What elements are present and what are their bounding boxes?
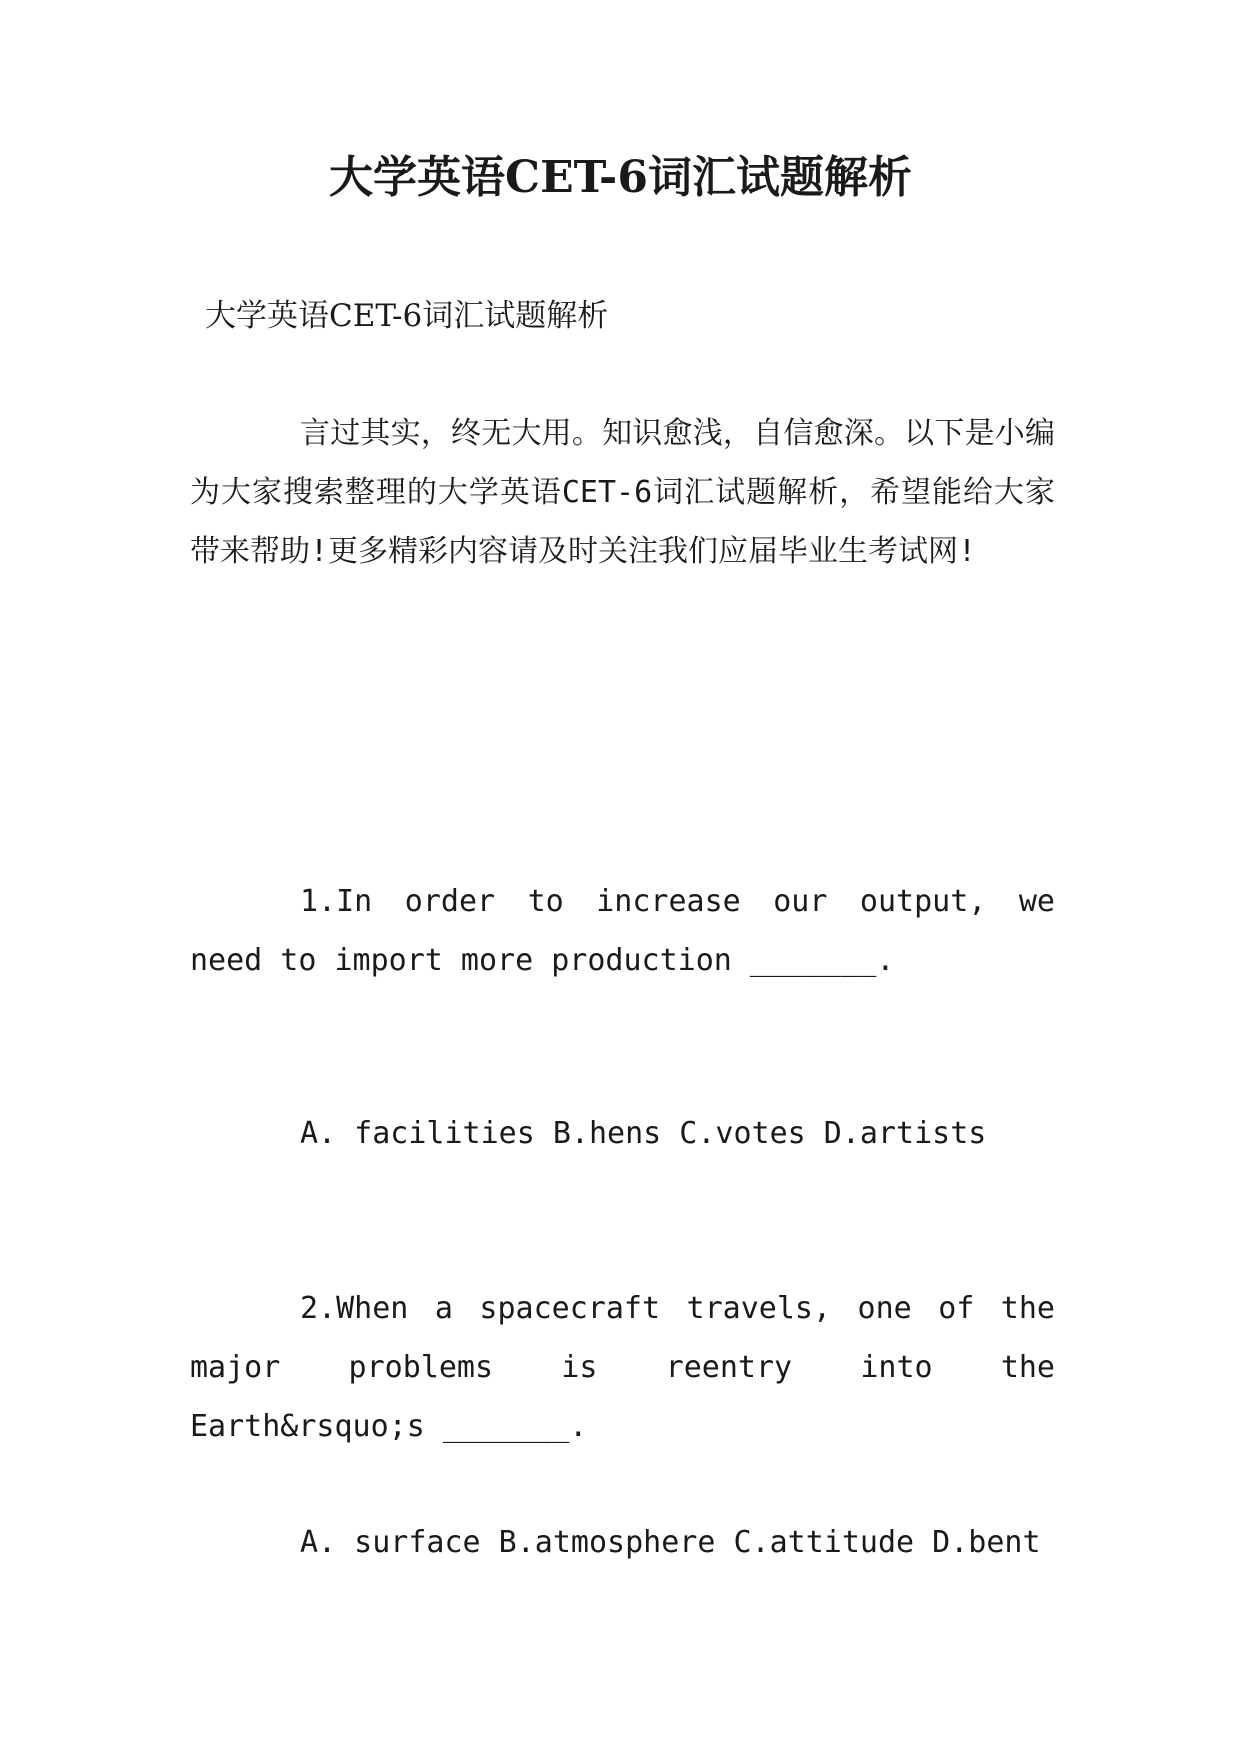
- question-1-stem: 1.In order to increase our output, we need to import more production _______.: [190, 884, 1055, 978]
- question-1-options: A. facilities B.hens C.votes D.artists: [300, 1116, 987, 1151]
- intro-paragraph: 言过其实，终无大用。知识愈浅，自信愈深。以下是小编为大家搜索整理的大学英语CET-6词汇试题解析，希望能给大家带来帮助!更多精彩内容请及时关注我们应届毕业生考试网!: [190, 416, 1055, 569]
- question-2-stem: 2.When a spacecraft travels, one of the major problems is reentry into the Earth&rsquo;s _______.: [190, 1291, 1055, 1444]
- document-title: 大学英语CET-6词汇试题解析: [329, 152, 912, 203]
- document-subtitle: 大学英语CET-6词汇试题解析: [205, 298, 609, 334]
- question-2-options: A. surface B.atmosphere C.attitude D.bent: [300, 1525, 1041, 1560]
